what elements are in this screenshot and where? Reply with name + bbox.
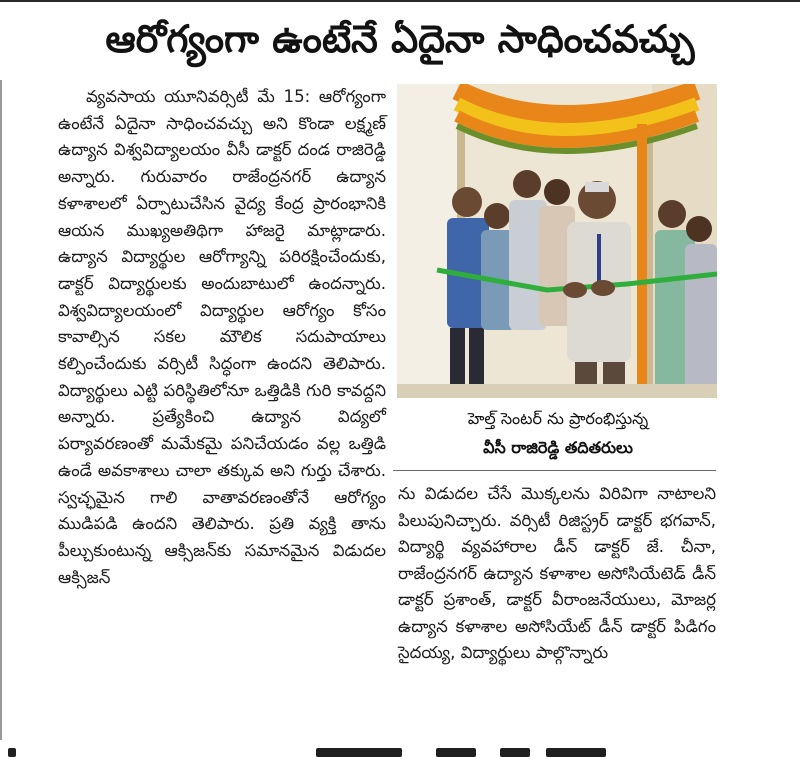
- article-body-left-column: [58, 84, 386, 591]
- article-body-right-column: [398, 481, 716, 667]
- next-headline-cropped: [0, 742, 800, 757]
- caption-divider: [393, 470, 716, 471]
- cropped-glyph: [8, 748, 16, 757]
- cropped-glyph: [316, 748, 402, 757]
- photo-caption-line-2: వీసీ రాజిరెడ్డి తదితరులు: [483, 438, 633, 457]
- photo-caption-line-1: హెల్త్ సెంటర్ ను ప్రారంభిస్తున్న: [467, 409, 649, 428]
- cropped-glyph: [436, 748, 476, 757]
- article-body-right-text: ను విడుదల చేసే మొక్కలను విరివిగా నాటాలని పిలుపునిచ్చారు. వర్సిటీ రిజిస్ట్రర్ డాక్టర్ భగవాన్, విద్యార్థి వ్యవహారాల డీన్ డాక్టర్ జే. చీనా, రాజేంద్రనగర్ ఉద్యాన కళాశాల అసోసియేటెడ్ డీన్ డాక్టర్ ప్రశాంత్, డాక్టర్ వీరాంజనేయులు, మోజర్ల ఉద్యాన కళాశాల అసోసియేట్ డీన్ డాక్టర్ పిడిగం సైదయ్య, విద్యార్థులు పాల్గొన్నారు: [398, 484, 716, 662]
- cropped-glyph: [500, 748, 530, 757]
- article-body-left-text: వ్యవసాయ యూనివర్సిటీ మే 15: ఆరోగ్యంగా ఉంటేనే ఏదైనా సాధించవచ్చు అని కొండా లక్ష్మణ్ ఉద్యాన విశ్వవిద్యాలయం వీసీ డాక్టర్ దండ రాజిరెడ్డి అన్నారు. గురువారం రాజేంద్రనగర్ ఉద్యాన కళాశాలలో ఏర్పాటుచేసిన వైద్య కేంద్ర ప్రారంభానికి ఆయన ముఖ్యఅతిథిగా హాజరై మాట్లాడారు. ఉద్యాన విద్యార్థుల ఆరోగ్యాన్ని పరిరక్షించేందుకు, డాక్టర్ విద్యార్థులకు అందుబాటులో ఉందన్నారు. విశ్వవిద్యాలయంలో విద్యార్థుల ఆరోగ్యం కోసం కావాల్సిన సకల మౌలిక సదుపాయాలు కల్పించేందుకు వర్సిటీ సిద్ధంగా ఉందని తెలిపారు. విద్యార్థులు ఎట్టి పరిస్థితిలోనూ ఒత్తిడికి గురి కావద్దని అన్నారు. ప్రత్యేకించి ఉద్యాన విద్యలో పర్యావరణంతో మమేకమై పనిచేయడం వల్ల ఒత్తిడి ఉండే అవకాశాలు చాలా తక్కువ అని గుర్తు చేశారు. స్వచ్ఛమైన గాలి వాతావరణంతోనే ఆరోగ్యం ముడిపడి ఉందని తెలిపారు. ప్రతి వ్యక్తి తాను పీల్చుకుంటున్న ఆక్సిజన్‌కు సమానమైన విడుదల ఆక్సిజన్: [58, 87, 386, 587]
- column-edge-rule: [0, 80, 2, 740]
- top-rule: [0, 0, 800, 2]
- cropped-glyph: [546, 748, 606, 757]
- photo-caption: [408, 404, 708, 462]
- article-headline: ఆరోగ్యంగా ఉంటేనే ఏదైనా సాధించవచ్చు: [105, 17, 695, 61]
- news-photo-health-center-inauguration: [397, 84, 717, 398]
